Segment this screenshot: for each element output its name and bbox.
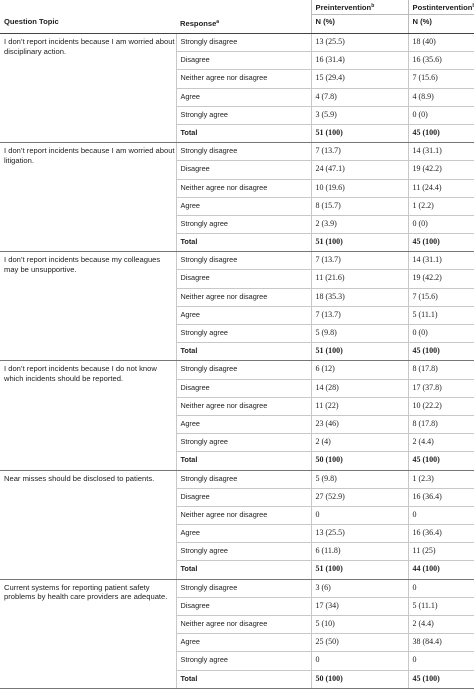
- post-value-cell: 0 (0): [408, 325, 474, 343]
- post-value-cell: 2 (4.4): [408, 434, 474, 452]
- preintervention-header: [311, 0, 408, 15]
- response-cell: Agree: [176, 634, 311, 652]
- response-cell: Total: [176, 343, 311, 361]
- pre-value-cell: 14 (28): [311, 379, 408, 397]
- pre-value-cell: 11 (21.6): [311, 270, 408, 288]
- post-value-cell: 5 (11.1): [408, 597, 474, 615]
- response-cell: Neither agree nor disagree: [176, 70, 311, 88]
- pre-value-cell: 27 (52.9): [311, 488, 408, 506]
- response-cell: Total: [176, 234, 311, 252]
- response-cell: Disagree: [176, 488, 311, 506]
- pre-value-cell: 50 (100): [311, 670, 408, 688]
- response-cell: Strongly agree: [176, 215, 311, 233]
- response-cell: Strongly disagree: [176, 361, 311, 379]
- post-value-cell: 11 (25): [408, 543, 474, 561]
- post-value-cell: 4 (8.9): [408, 88, 474, 106]
- response-cell: Neither agree nor disagree: [176, 179, 311, 197]
- response-cell: Agree: [176, 306, 311, 324]
- response-cell: Strongly disagree: [176, 579, 311, 597]
- table-row: [0, 252, 474, 270]
- pre-value-cell: 5 (10): [311, 616, 408, 634]
- post-value-cell: 0 (0): [408, 215, 474, 233]
- post-value-cell: 8 (17.8): [408, 361, 474, 379]
- response-cell: Neither agree nor disagree: [176, 397, 311, 415]
- question-topic-cell: I don’t report incidents because I am worried about disciplinary action.: [0, 34, 176, 143]
- pre-value-cell: 18 (35.3): [311, 288, 408, 306]
- response-cell: Neither agree nor disagree: [176, 616, 311, 634]
- response-cell: Neither agree nor disagree: [176, 288, 311, 306]
- post-value-cell: 0 (0): [408, 106, 474, 124]
- post-value-cell: 0: [408, 652, 474, 670]
- pre-value-cell: 51 (100): [311, 234, 408, 252]
- response-cell: Agree: [176, 197, 311, 215]
- post-value-cell: 45 (100): [408, 452, 474, 470]
- table-row: [0, 579, 474, 597]
- response-cell: Disagree: [176, 379, 311, 397]
- blank-header-cell: [176, 0, 311, 15]
- pre-value-cell: 50 (100): [311, 452, 408, 470]
- pre-value-cell: 23 (46): [311, 415, 408, 433]
- response-cell: Strongly disagree: [176, 252, 311, 270]
- response-cell: Total: [176, 452, 311, 470]
- post-value-cell: 11 (24.4): [408, 179, 474, 197]
- pre-value-cell: 2 (3.9): [311, 215, 408, 233]
- table-row: [0, 143, 474, 161]
- pre-value-cell: 8 (15.7): [311, 197, 408, 215]
- column-header-row: [0, 15, 474, 34]
- question-topic-cell: I don’t report incidents because my colleagues may be unsupportive.: [0, 252, 176, 361]
- response-cell: Disagree: [176, 52, 311, 70]
- pre-value-cell: 16 (31.4): [311, 52, 408, 70]
- response-cell: Strongly agree: [176, 543, 311, 561]
- post-value-cell: 10 (22.2): [408, 397, 474, 415]
- pre-value-cell: 6 (12): [311, 361, 408, 379]
- post-value-cell: 0: [408, 579, 474, 597]
- response-cell: Strongly disagree: [176, 34, 311, 52]
- question-topic-cell: I don’t report incidents because I am worried about litigation.: [0, 143, 176, 252]
- table-row: [0, 470, 474, 488]
- postintervention-label: Postintervention: [412, 3, 473, 12]
- pre-value-cell: 13 (25.5): [311, 525, 408, 543]
- table-row: [0, 34, 474, 52]
- post-value-cell: 19 (42.2): [408, 161, 474, 179]
- pre-value-cell: 51 (100): [311, 561, 408, 579]
- response-cell: Total: [176, 561, 311, 579]
- response-cell: Agree: [176, 88, 311, 106]
- footnote-marker: a: [216, 18, 220, 25]
- post-value-cell: 45 (100): [408, 670, 474, 688]
- question-topic-header: Question Topic: [0, 15, 176, 34]
- post-value-cell: 44 (100): [408, 561, 474, 579]
- pre-value-cell: 51 (100): [311, 124, 408, 142]
- post-value-cell: 8 (17.8): [408, 415, 474, 433]
- pre-value-cell: 6 (11.8): [311, 543, 408, 561]
- pre-value-cell: 3 (5.9): [311, 106, 408, 124]
- footnote-marker: b: [371, 3, 375, 9]
- pre-value-cell: 0: [311, 652, 408, 670]
- question-topic-cell: Current systems for reporting patient safety problems by health care providers are adequate.: [0, 579, 176, 688]
- pre-value-cell: 24 (47.1): [311, 161, 408, 179]
- post-n-percent-header: N (%): [408, 15, 474, 34]
- pre-value-cell: 2 (4): [311, 434, 408, 452]
- pre-value-cell: 7 (13.7): [311, 306, 408, 324]
- post-value-cell: 17 (37.8): [408, 379, 474, 397]
- response-cell: Strongly agree: [176, 325, 311, 343]
- blank-header-cell: [0, 0, 176, 15]
- pre-value-cell: 11 (22): [311, 397, 408, 415]
- response-cell: Strongly agree: [176, 106, 311, 124]
- pre-value-cell: 5 (9.8): [311, 325, 408, 343]
- post-value-cell: 0: [408, 506, 474, 524]
- post-value-cell: 7 (15.6): [408, 288, 474, 306]
- pre-value-cell: 10 (19.6): [311, 179, 408, 197]
- post-value-cell: 5 (11.1): [408, 306, 474, 324]
- response-cell: Strongly disagree: [176, 143, 311, 161]
- pre-value-cell: 3 (6): [311, 579, 408, 597]
- response-cell: Strongly agree: [176, 652, 311, 670]
- pre-value-cell: 7 (13.7): [311, 143, 408, 161]
- response-cell: Disagree: [176, 597, 311, 615]
- pre-value-cell: 51 (100): [311, 343, 408, 361]
- post-value-cell: 14 (31.1): [408, 143, 474, 161]
- response-cell: Disagree: [176, 161, 311, 179]
- post-value-cell: 2 (4.4): [408, 616, 474, 634]
- pre-value-cell: 25 (50): [311, 634, 408, 652]
- response-cell: Total: [176, 124, 311, 142]
- response-cell: Agree: [176, 415, 311, 433]
- response-header: [176, 15, 311, 34]
- post-value-cell: 1 (2.2): [408, 197, 474, 215]
- response-cell: Disagree: [176, 270, 311, 288]
- response-cell: Neither agree nor disagree: [176, 506, 311, 524]
- post-value-cell: 45 (100): [408, 343, 474, 361]
- pre-value-cell: 7 (13.7): [311, 252, 408, 270]
- pre-value-cell: 4 (7.8): [311, 88, 408, 106]
- question-topic-cell: Near misses should be disclosed to patients.: [0, 470, 176, 579]
- response-cell: Total: [176, 670, 311, 688]
- phase-header-row: [0, 0, 474, 15]
- response-cell: Agree: [176, 525, 311, 543]
- response-header-label: Response: [180, 18, 217, 28]
- response-cell: Strongly disagree: [176, 470, 311, 488]
- response-cell: Strongly agree: [176, 434, 311, 452]
- postintervention-header: [408, 0, 474, 15]
- post-value-cell: 45 (100): [408, 234, 474, 252]
- post-value-cell: 14 (31.1): [408, 252, 474, 270]
- post-value-cell: 1 (2.3): [408, 470, 474, 488]
- table-row: [0, 361, 474, 379]
- pre-value-cell: 15 (29.4): [311, 70, 408, 88]
- question-topic-cell: I don’t report incidents because I do not know which incidents should be reported.: [0, 361, 176, 470]
- post-value-cell: 16 (36.4): [408, 488, 474, 506]
- pre-value-cell: 13 (25.5): [311, 34, 408, 52]
- pre-value-cell: 17 (34): [311, 597, 408, 615]
- preintervention-label: Preintervention: [315, 3, 372, 12]
- table-body: [0, 34, 474, 689]
- post-value-cell: 7 (15.6): [408, 70, 474, 88]
- post-value-cell: 16 (36.4): [408, 525, 474, 543]
- pre-value-cell: 0: [311, 506, 408, 524]
- post-value-cell: 38 (84.4): [408, 634, 474, 652]
- post-value-cell: 19 (42.2): [408, 270, 474, 288]
- post-value-cell: 16 (35.6): [408, 52, 474, 70]
- pre-value-cell: 5 (9.8): [311, 470, 408, 488]
- post-value-cell: 45 (100): [408, 124, 474, 142]
- pre-n-percent-header: N (%): [311, 15, 408, 34]
- post-value-cell: 18 (40): [408, 34, 474, 52]
